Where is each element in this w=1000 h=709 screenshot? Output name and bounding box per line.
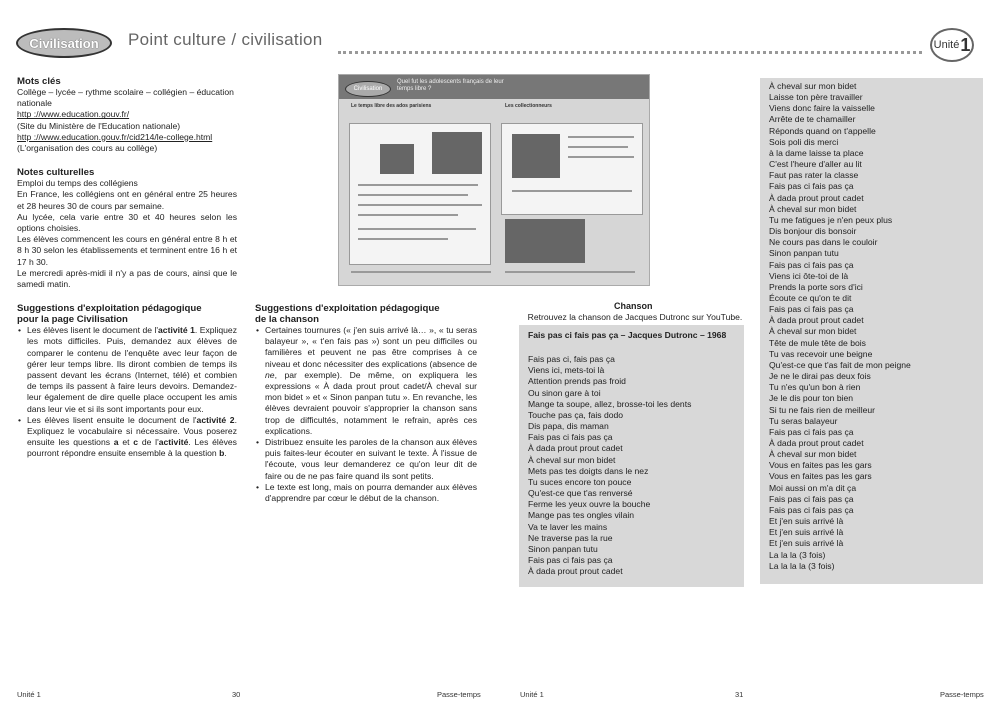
lyric-line: Écoute ce qu'on te dit	[769, 292, 852, 303]
preview-photo-collage	[505, 219, 585, 263]
suggestions-heading: Suggestions d'exploitation pédagogique pour la page Civilisation	[17, 303, 202, 326]
lyric-line: Mange ta soupe, allez, brosse-toi les dents	[528, 398, 692, 409]
preview-text-line	[358, 194, 468, 196]
lyrics-lines-2	[769, 81, 974, 572]
lyric-line: Viens donc faire la vaisselle	[769, 103, 875, 114]
lyric-line: Dis bonjour dis bonsoir	[769, 226, 857, 237]
mots-cles-text: Collège – lycée – rythme scolaire – collégien – éducation nationale	[17, 87, 234, 109]
lyric-line: Vous en faites pas les gars	[769, 471, 872, 482]
preview-text-line	[505, 271, 635, 273]
mots-cles-heading: Mots clés	[17, 76, 61, 87]
lyric-line: Tu suces encore ton pouce	[528, 476, 632, 487]
lyric-line: à la dame laisse ta place	[769, 147, 864, 158]
lyric-line: Fais pas ci fais pas ça	[769, 304, 854, 315]
song-subtitle: Retrouvez la chanson de Jacques Dutronc sur YouTube.	[527, 312, 743, 322]
lyric-line: À dada prout prout cadet	[528, 443, 623, 454]
middle-column	[255, 303, 477, 504]
lyric-line: Fais pas ci fais pas ça	[528, 432, 613, 443]
preview-panel-right	[501, 123, 643, 215]
lyric-line: Fais pas ci, fais pas ça	[528, 354, 615, 365]
link-education-gouv[interactable]: http ://www.education.gouv.fr/	[17, 109, 130, 120]
notes-line: Le mercredi après-midi il n'y a pas de cours, ainsi que le samedi matin.	[17, 267, 237, 290]
lyric-line: Qu'est-ce que t'as fait de mon peigne	[769, 359, 911, 370]
preview-text-line	[358, 228, 476, 230]
notes-line: Emploi du temps des collégiens	[17, 178, 138, 189]
lyric-line: La la la (3 fois)	[769, 549, 826, 560]
preview-text-line	[512, 190, 632, 192]
preview-text-line	[351, 271, 491, 273]
lyric-line: Tu vas recevoir une beigne	[769, 348, 873, 359]
lyric-line: Ou sinon gare à toi	[528, 387, 601, 398]
lyric-line: Fais pas ci fais pas ça	[769, 493, 854, 504]
preview-badge: Civilisation	[345, 81, 391, 97]
lyric-line: Qu'est-ce que t'as renversé	[528, 488, 633, 499]
list-item: • Distribuez ensuite les paroles de la chanson aux élèves puis faites-leur écouter en suivant le texte. À l'issue de l'écoute, vous leur demanderez ce qu'on leur dit de faire ou de ne pas faire quand ils sont petits.	[265, 437, 477, 482]
lyric-line: Touche pas ça, fais dodo	[528, 409, 624, 420]
footer-unit-left: Unité 1	[17, 690, 41, 699]
preview-text-line	[358, 238, 448, 240]
footer-section-right: Passe-temps	[940, 690, 984, 699]
preview-photo	[512, 134, 560, 178]
lyric-line: Tête de mule tête de bois	[769, 337, 866, 348]
list-item: • Les élèves lisent ensuite le document de l'activité 2. Expliquez le vocabulaire si nécessaire. Vous poserez ensuite les questions a et c de l'activité. Les élèves pourront répondre ensuite ensemble à la question b.	[27, 415, 237, 460]
lyrics-box-1	[519, 325, 744, 587]
lyric-line: Et j'en suis arrivé là	[769, 516, 844, 527]
song-suggestions-list	[255, 325, 477, 504]
preview-text-line	[358, 204, 482, 206]
lyrics-header: Fais pas ci fais pas ça – Jacques Dutronc – 1968	[528, 330, 727, 340]
lyric-line: Fais pas ci fais pas ça	[769, 181, 854, 192]
link-college-note: (L'organisation des cours au collège)	[17, 143, 158, 154]
lyric-line: Sois poli dis merci	[769, 136, 839, 147]
lyric-line: Ne cours pas dans le couloir	[769, 237, 878, 248]
page-title: Point culture / civilisation	[128, 30, 323, 49]
song-heading: Chanson	[614, 301, 653, 311]
lyric-line: Fais pas ci fais pas ça	[769, 504, 854, 515]
lyric-line: La la la la (3 fois)	[769, 560, 835, 571]
notes-line: Les élèves commencent les cours en général entre 8 h et 8 h 30 selon les établissements et terminent entre 16 h et 17 h 30.	[17, 234, 237, 267]
lyric-line: Et j'en suis arrivé là	[769, 527, 844, 538]
preview-section-1: Le temps libre des ados parisiens	[351, 103, 432, 109]
footer-page-left: 30	[232, 690, 241, 699]
preview-text-line	[568, 146, 628, 148]
footer-section-left: Passe-temps	[437, 690, 481, 699]
preview-header	[339, 75, 649, 99]
link-college[interactable]: http ://www.education.gouv.fr/cid214/le-college.html	[17, 131, 213, 142]
preview-photo	[432, 132, 482, 174]
lyric-line: Arrête de te chamailler	[769, 114, 856, 125]
lyric-line: Mange pas tes ongles vilain	[528, 510, 635, 521]
lyric-line: C'est l'heure d'aller au lit	[769, 159, 862, 170]
unit-badge	[930, 28, 974, 62]
list-item: • Le texte est long, mais on pourra demander aux élèves d'apprendre par cœur le début de la chanson.	[265, 482, 477, 504]
lyric-line: Tu seras balayeur	[769, 415, 838, 426]
unit-number: 1	[960, 34, 971, 55]
lyric-line: Moi aussi on m'a dit ça	[769, 482, 857, 493]
lyric-line: Sinon panpan tutu	[769, 248, 839, 259]
lyric-line: Va te laver les mains	[528, 521, 608, 532]
list-item: • Les élèves lisent le document de l'activité 1. Expliquez les mots difficiles. Puis, demandez aux élèves de comparer le contenu de l'enquête avec leur façon de gérer leur temps libre. Ils diront combien de temps ils passent devant les écrans (Internet, télé) et combien de temps ils passent à faire leurs devoirs. Demandez-leur également de dire quelle place occupent les amis dans leur vie et si ils sont importants pour eux.	[27, 325, 237, 415]
lyric-line: Fais pas ci fais pas ça	[769, 426, 854, 437]
lyric-line: À cheval sur mon bidet	[769, 203, 857, 214]
notes-line: En France, les collégiens ont en général entre 25 heures et 28 heures 30 de cours par semaine.	[17, 189, 237, 211]
lyric-line: Mets pas tes doigts dans le nez	[528, 465, 649, 476]
preview-section-2: Les collectionneurs	[505, 103, 552, 109]
preview-panel-left	[349, 123, 491, 265]
lyric-line: Vous en faites pas les gars	[769, 460, 872, 471]
lyrics-lines-1	[528, 354, 735, 577]
lyric-line: À cheval sur mon bidet	[528, 454, 616, 465]
lyric-line: Sinon panpan tutu	[528, 543, 598, 554]
lyric-line: À dada prout prout cadet	[769, 315, 864, 326]
page-preview-thumbnail	[338, 74, 650, 286]
lyric-line: Ferme les yeux ouvre la bouche	[528, 499, 651, 510]
lyric-line: À dada prout prout cadet	[769, 438, 864, 448]
lyric-line: Laisse ton père travailler	[769, 92, 863, 103]
lyric-line: Dis papa, dis maman	[528, 421, 609, 432]
lyric-line: Et j'en suis arrivé là	[769, 538, 844, 549]
lyric-line: À dada prout prout cadet	[528, 566, 623, 577]
preview-text-line	[358, 214, 458, 216]
lyric-line: Je ne le dirai pas deux fois	[769, 371, 871, 382]
lyric-line: À dada prout prout cadet	[769, 192, 864, 203]
lyrics-box-2	[760, 78, 983, 584]
lyric-line: Faut pas rater la classe	[769, 170, 859, 181]
unit-label: Unité	[933, 39, 960, 51]
lyric-line: Ne traverse pas la rue	[528, 532, 613, 543]
lyric-line: À cheval sur mon bidet	[769, 326, 857, 337]
lyric-line: Attention prends pas froid	[528, 376, 626, 387]
lyric-line: Viens ici, mets-toi là	[528, 365, 605, 376]
lyric-line: Fais pas ci fais pas ça	[528, 554, 613, 565]
lyric-line: À cheval sur mon bidet	[769, 449, 857, 460]
lyric-line: Tu n'es qu'un bon à rien	[769, 382, 861, 393]
lyric-line: Je le dis pour ton bien	[769, 393, 854, 404]
list-item: • Certaines tournures (« j'en suis arrivé là… », « tu seras balayeur », « t'en fais pas ») sont un peu difficiles ou familières et peuvent ne pas être comprises à ce niveau et donc nécessiter des explications (absence de ne, par exemple). De même, on expliquera les expressions « À dada prout prout cadet/À cheval sur mon bidet » et « Sinon panpan tutu ». En revanche, les élèves devraient pouvoir s'approprier la chanson sans trop de difficultés, notamment le refrain, après ces explications.	[265, 325, 477, 437]
preview-text-line	[358, 184, 478, 186]
footer-page-right: 31	[735, 690, 744, 699]
footer-unit-right: Unité 1	[520, 690, 544, 699]
lyric-line: Prends la porte sors d'ici	[769, 281, 863, 292]
lyric-line: Réponds quand on t'appelle	[769, 125, 876, 136]
preview-title: Quel fut les adolescents français de leur temps libre ?	[397, 79, 504, 92]
preview-text-line	[568, 156, 634, 158]
lyric-line: Viens ici ôte-toi de là	[769, 270, 849, 281]
notes-line: Au lycée, cela varie entre 30 et 40 heures selon les options choisies.	[17, 211, 237, 234]
header-dotted-rule	[338, 51, 922, 54]
left-column	[17, 76, 237, 460]
lyric-line: À cheval sur mon bidet	[769, 81, 857, 91]
lyric-line: Fais pas ci fais pas ça	[769, 259, 854, 270]
civilisation-badge	[16, 28, 112, 58]
lyric-line: Tu me fatigues je n'en peux plus	[769, 214, 893, 225]
lyric-line: Si tu ne fais rien de meilleur	[769, 404, 876, 415]
suggestions-list	[17, 325, 237, 459]
song-suggestions-heading: Suggestions d'exploitation pédagogique de la chanson	[255, 303, 440, 325]
notes-heading: Notes culturelles	[17, 167, 95, 179]
civilisation-badge-label: Civilisation	[29, 35, 99, 51]
preview-text-line	[568, 136, 634, 138]
preview-photo	[380, 144, 414, 174]
link-education-gouv-note: (Site du Ministère de l'Education nationale)	[17, 120, 181, 131]
